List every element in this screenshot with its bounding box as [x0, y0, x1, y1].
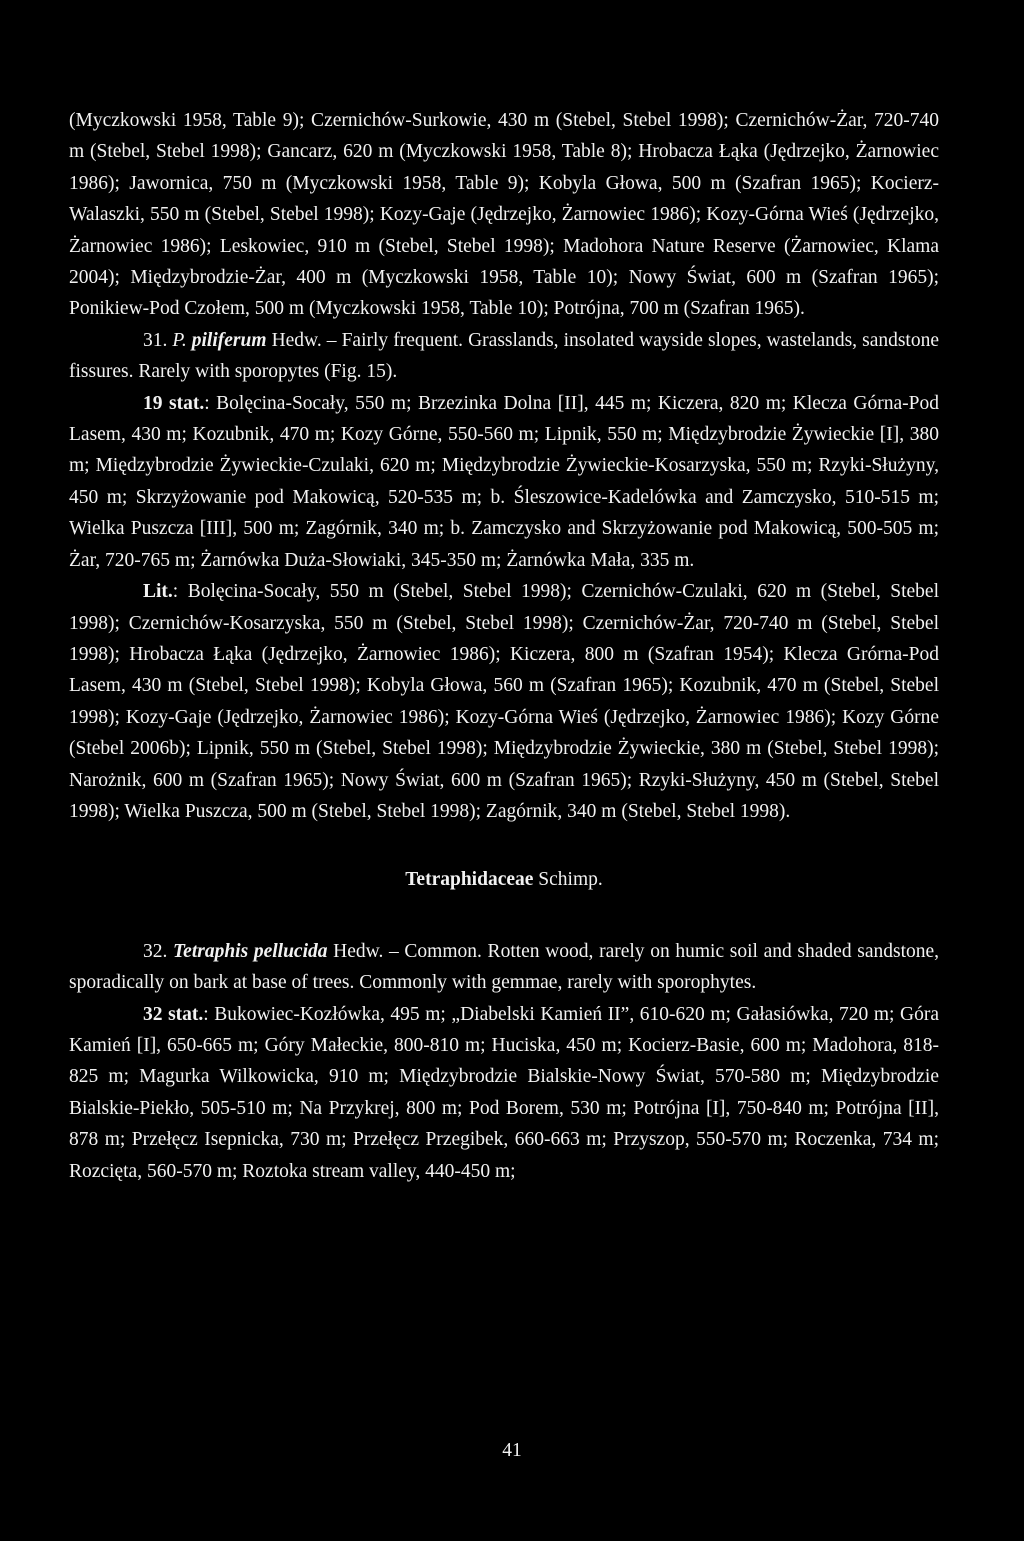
species-31-epithet: piliferum: [191, 329, 267, 351]
species-31-author: Hedw.: [271, 329, 322, 351]
species-31-genus: P.: [172, 329, 187, 351]
species-31-description: – Fairly frequent. Grasslands, insolated wayside slopes, wastelands, sandstone fissures. Rarely with sporopytes (Fig. 15).: [69, 329, 940, 383]
species-32-stat-text: : Bukowiec-Kozłówka, 495 m; „Diabelski Kamień II”, 610-620 m; Gałasiówka, 720 m; Góra Kamień [I], 650-665 m; Góry Małeckie, 800-810 m; Huciska, 450 m; Kocierz-Basie, 600 m; Madohora, 818-825 m; Magurka Wilkowicka, 910 m; Międzybrodzie Bialskie-Nowy Świat, 570-580 m; Międzybrodzie Bialskie-Piekło, 505-510 m; Na Przykrej, 800 m; Pod Borem, 530 m; Potrójna [I], 750-840 m; Potrójna [II], 878 m; Przełęcz Isepnicka, 730 m; Przełęcz Przegibek, 660-663 m; Przyszop, 550-570 m; Roczenka, 734 m; Rozcięta, 560-570 m; Roztoka stream valley, 440-450 m;: [69, 1003, 939, 1182]
species-32-author: Hedw.: [333, 940, 384, 962]
species-32-stations: [69, 999, 939, 1187]
species-31-entry: [69, 325, 939, 388]
family-name: Tetraphidaceae: [405, 869, 534, 891]
species-32-entry: [69, 936, 939, 999]
species-32-stat-label: 32 stat.: [143, 1003, 204, 1025]
continuation-paragraph: (Myczkowski 1958, Table 9); Czernichów-Surkowie, 430 m (Stebel, Stebel 1998); Czernichów-Żar, 720-740 m (Stebel, Stebel 1998); Gancarz, 620 m (Myczkowski 1958, Table 8); Hrobacza Łąka (Jędrzejko, Żarnowiec 1986); Jawornica, 750 m (Myczkowski 1958, Table 9); Kobyla Głowa, 500 m (Szafran 1965); Kocierz-Walaszki, 550 m (Stebel, Stebel 1998); Kozy-Gaje (Jędrzejko, Żarnowiec 1986); Kozy-Górna Wieś (Jędrzejko, Żarnowiec 1986); Leskowiec, 910 m (Stebel, Stebel 1998); Madohora Nature Reserve (Żarnowiec, Klama 2004); Międzybrodzie-Żar, 400 m (Myczkowski 1958, Table 10); Nowy Świat, 600 m (Szafran 1965); Ponikiew-Pod Czołem, 500 m (Myczkowski 1958, Table 10); Potrójna, 700 m (Szafran 1965).: [69, 110, 939, 320]
species-31-stations: [69, 388, 939, 576]
species-31-number: 31.: [143, 329, 168, 351]
species-32-number: 32.: [143, 940, 168, 962]
species-31-stat-text: : Bolęcina-Socały, 550 m; Brzezinka Dolna [II], 445 m; Kiczera, 820 m; Klecza Górna-Pod Lasem, 430 m; Kozubnik, 470 m; Kozy Górne, 550-560 m; Lipnik, 550 m; Międzybrodzie Żywieckie [I], 380 m; Międzybrodzie Żywieckie-Czulaki, 620 m; Międzybrodzie Żywieckie-Kosarzyska, 550 m; Rzyki-Służyny, 450 m; Skrzyżowanie pod Makowicą, 520-535 m; b. Śleszowice-Kadelówka and Zamczysko, 510-515 m; Wielka Puszcza [III], 500 m; Zagórnik, 340 m; b. Zamczysko and Skrzyżowanie pod Makowicą, 500-505 m; Żar, 720-765 m; Żarnówka Duża-Słowiaki, 345-350 m; Żarnówka Mała, 335 m.: [69, 392, 939, 571]
species-31-stat-label: 19 stat.: [143, 392, 205, 414]
document-body: [69, 105, 939, 1187]
species-31-lit-text: : Bolęcina-Socały, 550 m (Stebel, Stebel 1998); Czernichów-Czulaki, 620 m (Stebel, Stebel 1998); Czernichów-Kosarzyska, 550 m (Stebel, Stebel 1998); Czernichów-Żar, 720-740 m (Stebel, Stebel 1998); Hrobacza Łąka (Jędrzejko, Żarnowiec 1986); Kiczera, 800 m (Szafran 1954); Klecza Grórna-Pod Lasem, 430 m (Stebel, Stebel 1998); Kobyla Głowa, 560 m (Szafran 1965); Kozubnik, 470 m (Stebel, Stebel 1998); Kozy-Gaje (Jędrzejko, Żarnowiec 1986); Kozy-Górna Wieś (Jędrzejko, Żarnowiec 1986); Kozy Górne (Stebel 2006b); Lipnik, 550 m (Stebel, Stebel 1998); Międzybrodzie Żywieckie, 380 m (Stebel, Stebel 1998); Narożnik, 600 m (Szafran 1965); Nowy Świat, 600 m (Szafran 1965); Rzyki-Służyny, 450 m (Stebel, Stebel 1998); Wielka Puszcza, 500 m (Stebel, Stebel 1998); Zagórnik, 340 m (Stebel, Stebel 1998).: [69, 581, 939, 822]
species-31-lit-label: Lit.: [143, 581, 173, 603]
species-31-literature: [69, 576, 939, 827]
family-author: Schimp.: [533, 869, 603, 891]
species-32-description: – Common. Rotten wood, rarely on humic soil and shaded sandstone, sporadically on bark at base of trees. Commonly with gemmae, rarely with sporophytes.: [69, 940, 940, 994]
family-heading: [69, 864, 939, 895]
page-number: 41: [502, 1440, 522, 1461]
species-32-name: Tetraphis pellucida: [173, 940, 328, 962]
